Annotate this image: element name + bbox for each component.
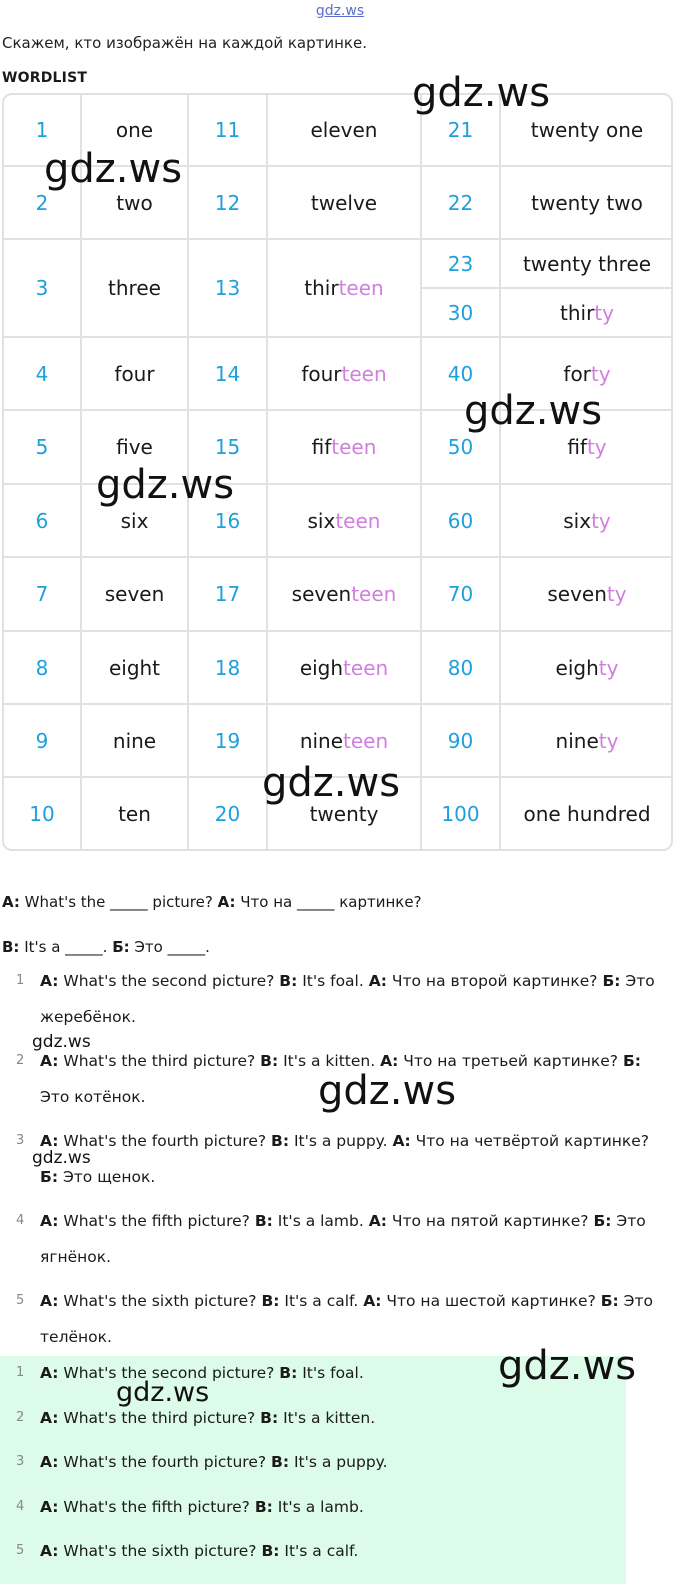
word-suffix: ty [591, 508, 611, 533]
word-stem: four [301, 361, 342, 386]
word-suffix: teen [341, 361, 387, 386]
item-number: 4 [16, 1213, 25, 1228]
word-stem: seven [547, 582, 607, 606]
watermark: gdz.ws [96, 462, 235, 508]
wordlist-word [501, 485, 673, 558]
watermark: gdz.ws [464, 388, 603, 434]
word-stem: nine [299, 728, 344, 753]
wordlist-word [268, 95, 422, 167]
pattern-question: A: What's the _____ picture? A: Что на _____ картинке? [2, 893, 422, 911]
wordlist-number: 5 [4, 411, 82, 485]
wordlist-number: 22 [422, 167, 501, 240]
word-stem: for [563, 361, 591, 386]
wordlist-number: 60 [422, 485, 501, 558]
answer-item [0, 1533, 626, 1569]
word-suffix: teen [343, 728, 389, 753]
wordlist-number: 12 [189, 167, 268, 240]
wordlist-number: 14 [189, 338, 268, 411]
item-number: 2 [16, 1053, 25, 1068]
watermark: gdz.ws [32, 1148, 91, 1168]
answer-text: A: What's the second picture? B: It's foal. [40, 1364, 364, 1382]
word-stem: eigh [299, 655, 344, 680]
wordlist-word [268, 411, 422, 485]
item-number: 5 [16, 1543, 25, 1558]
item-number: 1 [16, 1365, 25, 1380]
wordlist-number: 17 [189, 558, 268, 632]
watermark: gdz.ws [412, 70, 551, 116]
wordlist-number: 90 [422, 705, 501, 778]
wordlist-number: 3 [4, 240, 82, 338]
word-stem: thir [304, 276, 339, 300]
watermark: gdz.ws [498, 1343, 637, 1389]
wordlist-number: 8 [4, 632, 82, 705]
wordlist-number: 40 [422, 338, 501, 411]
watermark: gdz.ws [32, 1032, 91, 1052]
word-stem: twenty one [530, 118, 644, 142]
wordlist-word [501, 558, 673, 632]
wordlist-number: 20 [189, 778, 268, 851]
wordlist-number: 13 [189, 240, 268, 338]
word-suffix: ty [606, 582, 627, 606]
word-stem: one [115, 118, 154, 142]
item-number: 4 [16, 1498, 25, 1514]
exercise-text: A: What's the fourth picture? B: It's a puppy. А: Что на четвёртой картинке? Б: Это щенок. [40, 1132, 650, 1186]
word-suffix: ty [598, 655, 619, 680]
word-suffix: ty [586, 435, 607, 459]
word-stem: four [114, 361, 155, 386]
wordlist-word [82, 705, 189, 778]
exercise-item [0, 1123, 680, 1199]
wordlist-word [268, 338, 422, 411]
word-stem: seven [104, 582, 165, 606]
wordlist-word [501, 167, 673, 240]
word-stem: twenty two [531, 190, 643, 215]
wordlist-number: 23 [422, 240, 501, 289]
wordlist-number: 19 [189, 705, 268, 778]
word-stem: nine [555, 728, 599, 753]
task-instruction: Скажем, кто изображён на каждой картинке. [2, 34, 367, 52]
wordlist-number: 70 [422, 558, 501, 632]
wordlist-number: 1 [4, 95, 82, 167]
item-number: 3 [16, 1454, 25, 1469]
item-number: 3 [16, 1133, 25, 1148]
wordlist-word [268, 240, 422, 338]
word-suffix: ty [590, 361, 611, 386]
word-suffix: teen [351, 582, 397, 606]
wordlist-word [268, 558, 422, 632]
answer-item [0, 1444, 626, 1480]
wordlist-word [268, 167, 422, 240]
word-stem: twenty three [522, 251, 652, 276]
wordlist-number: 16 [189, 485, 268, 558]
answer-item [0, 1400, 626, 1436]
word-suffix: teen [338, 276, 384, 300]
word-stem: eleven [310, 118, 378, 142]
word-stem: twenty [309, 801, 379, 826]
item-number: 5 [16, 1293, 25, 1308]
wordlist-number: 15 [189, 411, 268, 485]
answer-text: A: What's the fifth picture? B: It's a lamb. [40, 1497, 364, 1516]
word-stem: ten [118, 801, 151, 826]
word-stem: five [116, 435, 153, 459]
exercise-item [0, 1203, 680, 1279]
watermark: gdz.ws [116, 1377, 210, 1408]
wordlist-number: 80 [422, 632, 501, 705]
wordlist-word [501, 289, 673, 338]
answer-text: A: What's the third picture? B: It's a kitten. [40, 1408, 376, 1427]
wordlist-word [501, 778, 673, 851]
exercise-text: A: What's the fifth picture? B: It's a lamb. А: Что на пятой картинке? Б: Это ягнёнок. [40, 1212, 646, 1266]
word-stem: fif [311, 435, 332, 459]
watermark: gdz.ws [262, 760, 401, 806]
wordlist-number: 4 [4, 338, 82, 411]
exercise-item [0, 963, 680, 1039]
word-stem: six [307, 508, 336, 533]
wordlist-word [501, 632, 673, 705]
site-link[interactable]: gdz.ws [315, 3, 365, 19]
word-stem: six [563, 508, 592, 533]
answer-text: A: What's the sixth picture? B: It's a calf. [40, 1542, 359, 1560]
answer-item [0, 1489, 626, 1525]
exercise-text: A: What's the sixth picture? B: It's a calf. А: Что на шестой картинке? Б: Это телёнок. [40, 1292, 654, 1346]
word-stem: eight [108, 655, 161, 680]
wordlist-number: 21 [422, 95, 501, 167]
wordlist-number: 6 [4, 485, 82, 558]
word-stem: fif [567, 435, 587, 459]
watermark: gdz.ws [44, 146, 183, 192]
wordlist-word [82, 632, 189, 705]
wordlist-heading: WORDLIST [2, 70, 88, 86]
word-stem: eigh [555, 655, 599, 680]
word-stem: three [108, 276, 161, 300]
wordlist-word [501, 705, 673, 778]
wordlist-word [501, 240, 673, 289]
word-stem: seven [291, 582, 352, 606]
word-stem: six [120, 508, 149, 533]
watermark: gdz.ws [318, 1068, 457, 1114]
wordlist-number: 7 [4, 558, 82, 632]
wordlist-number: 100 [422, 778, 501, 851]
word-suffix: teen [343, 655, 389, 680]
wordlist-number: 9 [4, 705, 82, 778]
word-stem: two [116, 190, 153, 215]
wordlist-number: 2 [4, 167, 82, 240]
wordlist-word [82, 558, 189, 632]
wordlist-word [268, 632, 422, 705]
wordlist-number: 50 [422, 411, 501, 485]
wordlist-number: 18 [189, 632, 268, 705]
word-suffix: teen [331, 435, 377, 459]
wordlist-number: 11 [189, 95, 268, 167]
wordlist-number: 10 [4, 778, 82, 851]
pattern-answer: B: It's a _____. Б: Это _____. [2, 938, 210, 956]
word-stem: one hundred [523, 801, 651, 826]
answer-text: A: What's the fourth picture? B: It's a puppy. [40, 1453, 388, 1471]
wordlist-word [82, 240, 189, 338]
word-suffix: teen [335, 508, 381, 533]
exercise-text: A: What's the second picture? B: It's foal. А: Что на второй картинке? Б: Это жеребёнок. [40, 972, 655, 1026]
wordlist-word [82, 778, 189, 851]
wordlist-number: 30 [422, 289, 501, 338]
wordlist-word [268, 485, 422, 558]
word-stem: thir [560, 300, 595, 325]
word-suffix: ty [594, 300, 614, 325]
wordlist-word [82, 338, 189, 411]
item-number: 1 [16, 973, 25, 988]
word-stem: nine [112, 728, 157, 753]
word-stem: twelve [310, 190, 378, 215]
item-number: 2 [16, 1409, 25, 1425]
word-suffix: ty [598, 728, 619, 753]
exercise-text: A: What's the third picture? B: It's a kitten. А: Что на третьей картинке? Б: Это котёнок. [40, 1052, 641, 1106]
